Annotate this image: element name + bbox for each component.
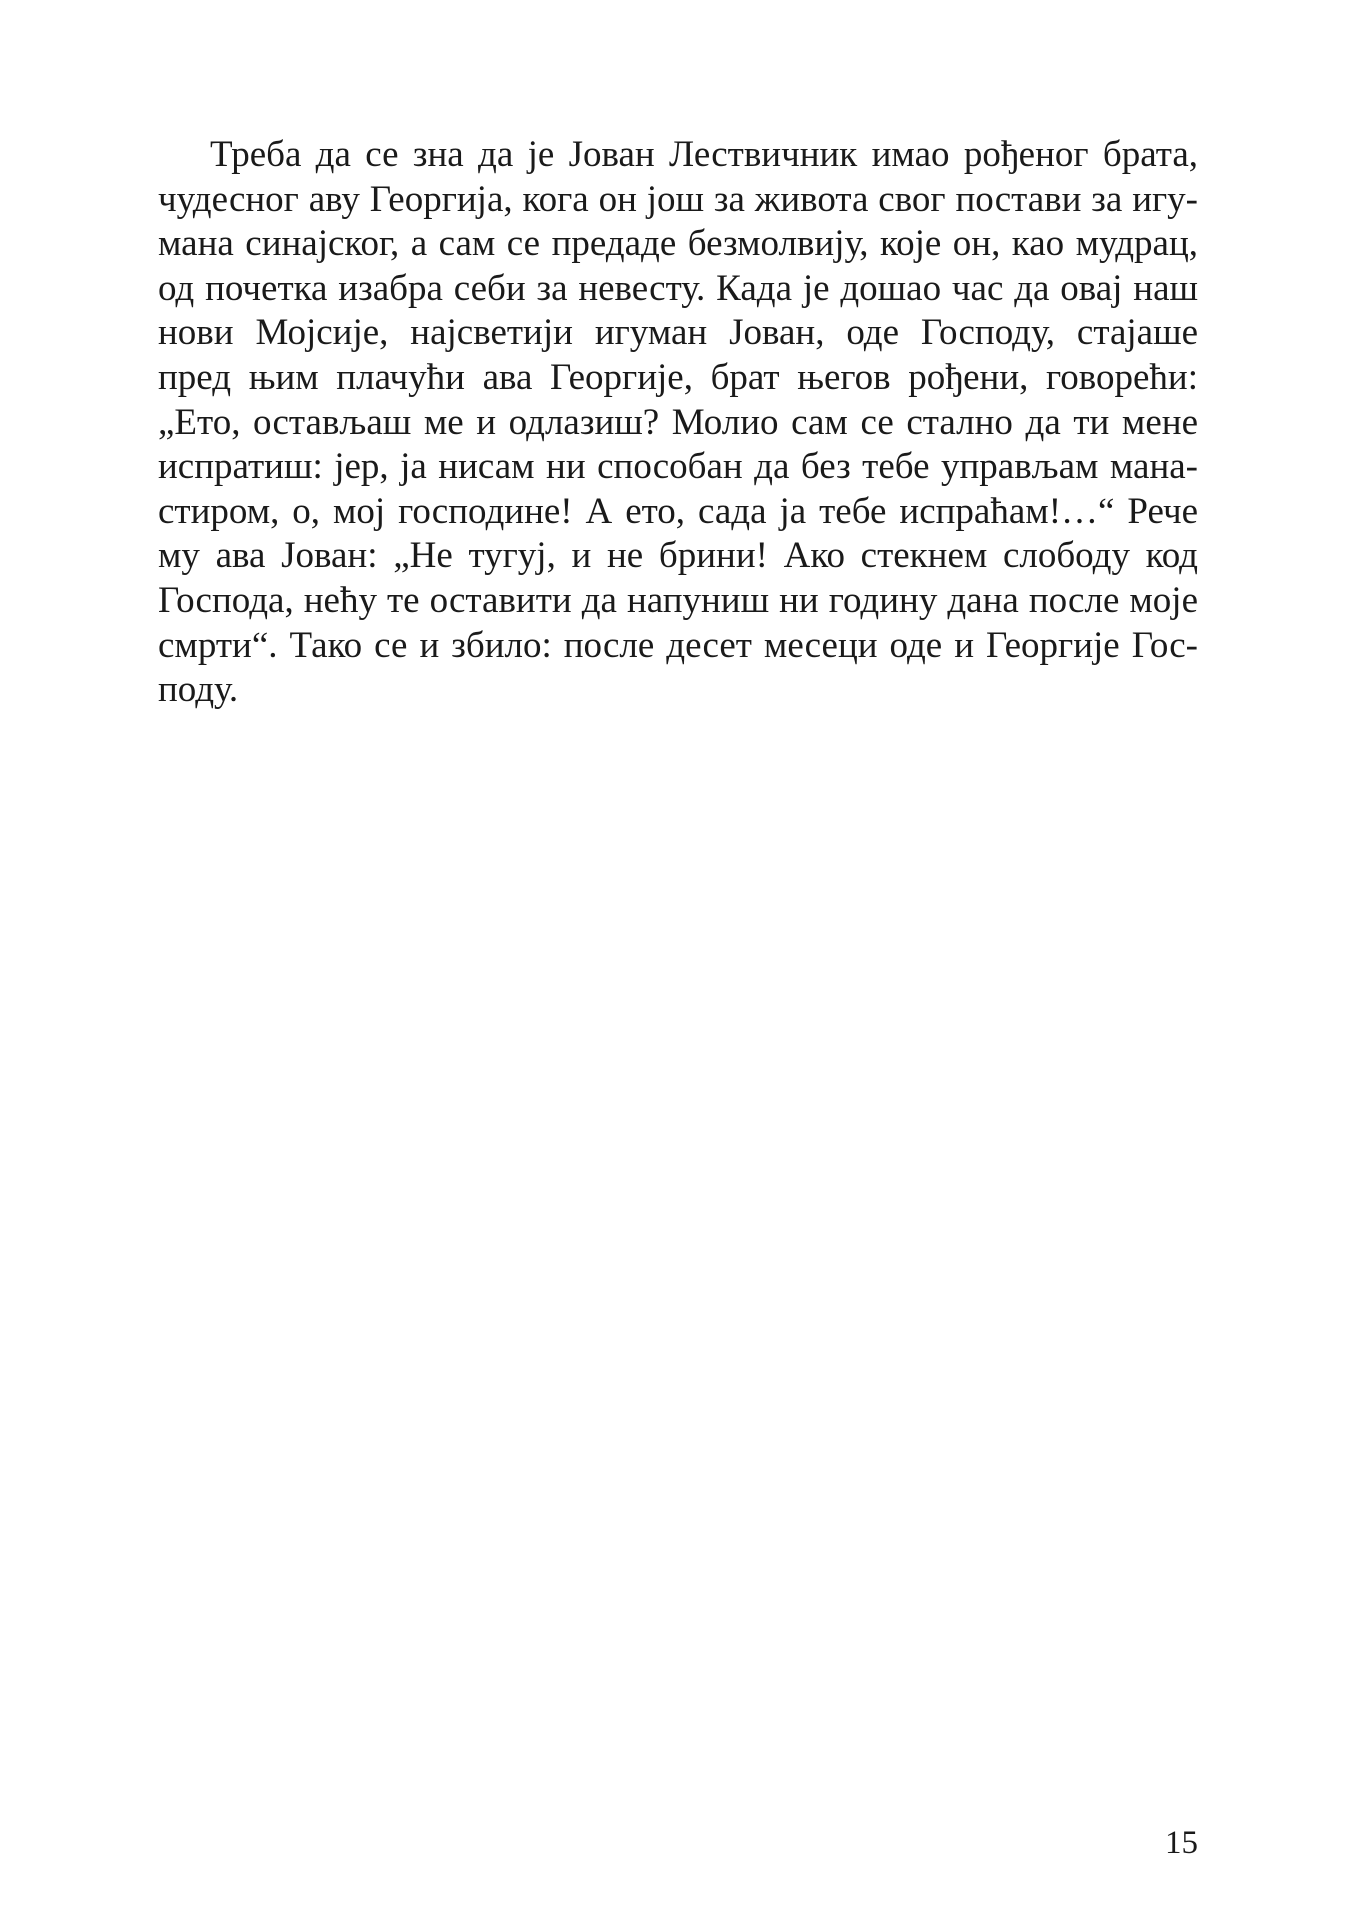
paragraph-line: од почетка изабра себи за невесту. Када је дошао час да овај наш: [158, 267, 1198, 309]
paragraph-line: Господа, нећу те оставити да напуниш ни годину дана после моје: [158, 579, 1198, 621]
paragraph-line: „Ето, остављаш ме и одлазиш? Молио сам се стално да ти мене: [158, 401, 1198, 443]
paragraph-line: му ава Јован: „Не тугуј, и не брини! Ако стекнем слободу код: [158, 535, 1198, 577]
body-paragraph: [158, 133, 1198, 713]
page-number: 15: [1165, 1825, 1198, 1861]
paragraph-line: поду.: [158, 669, 239, 711]
paragraph-line: испратиш: јер, ја нисам ни способан да без тебе управљам мана-: [158, 446, 1198, 488]
paragraph-line: пред њим плачући ава Георгије, брат његов рођени, говорећи:: [158, 356, 1198, 398]
paragraph-line: смрти“. Тако се и збило: после десет месеци оде и Георгије Гос-: [158, 624, 1198, 666]
paragraph-line: мана синајског, а сам се предаде безмолвију, које он, као мудрац,: [158, 223, 1198, 265]
paragraph-line: нови Мојсије, најсветији игуман Јован, оде Господу, стајаше: [158, 312, 1198, 354]
paragraph-line: чудесног аву Георгија, кога он још за живота свог постави за игу-: [158, 178, 1198, 220]
paragraph-line: Треба да се зна да је Јован Лествичник имао рођеног брата,: [210, 134, 1198, 175]
paragraph-line: стиром, о, мој господине! А ето, сада ја тебе испраћам!…“ Рече: [158, 490, 1198, 532]
